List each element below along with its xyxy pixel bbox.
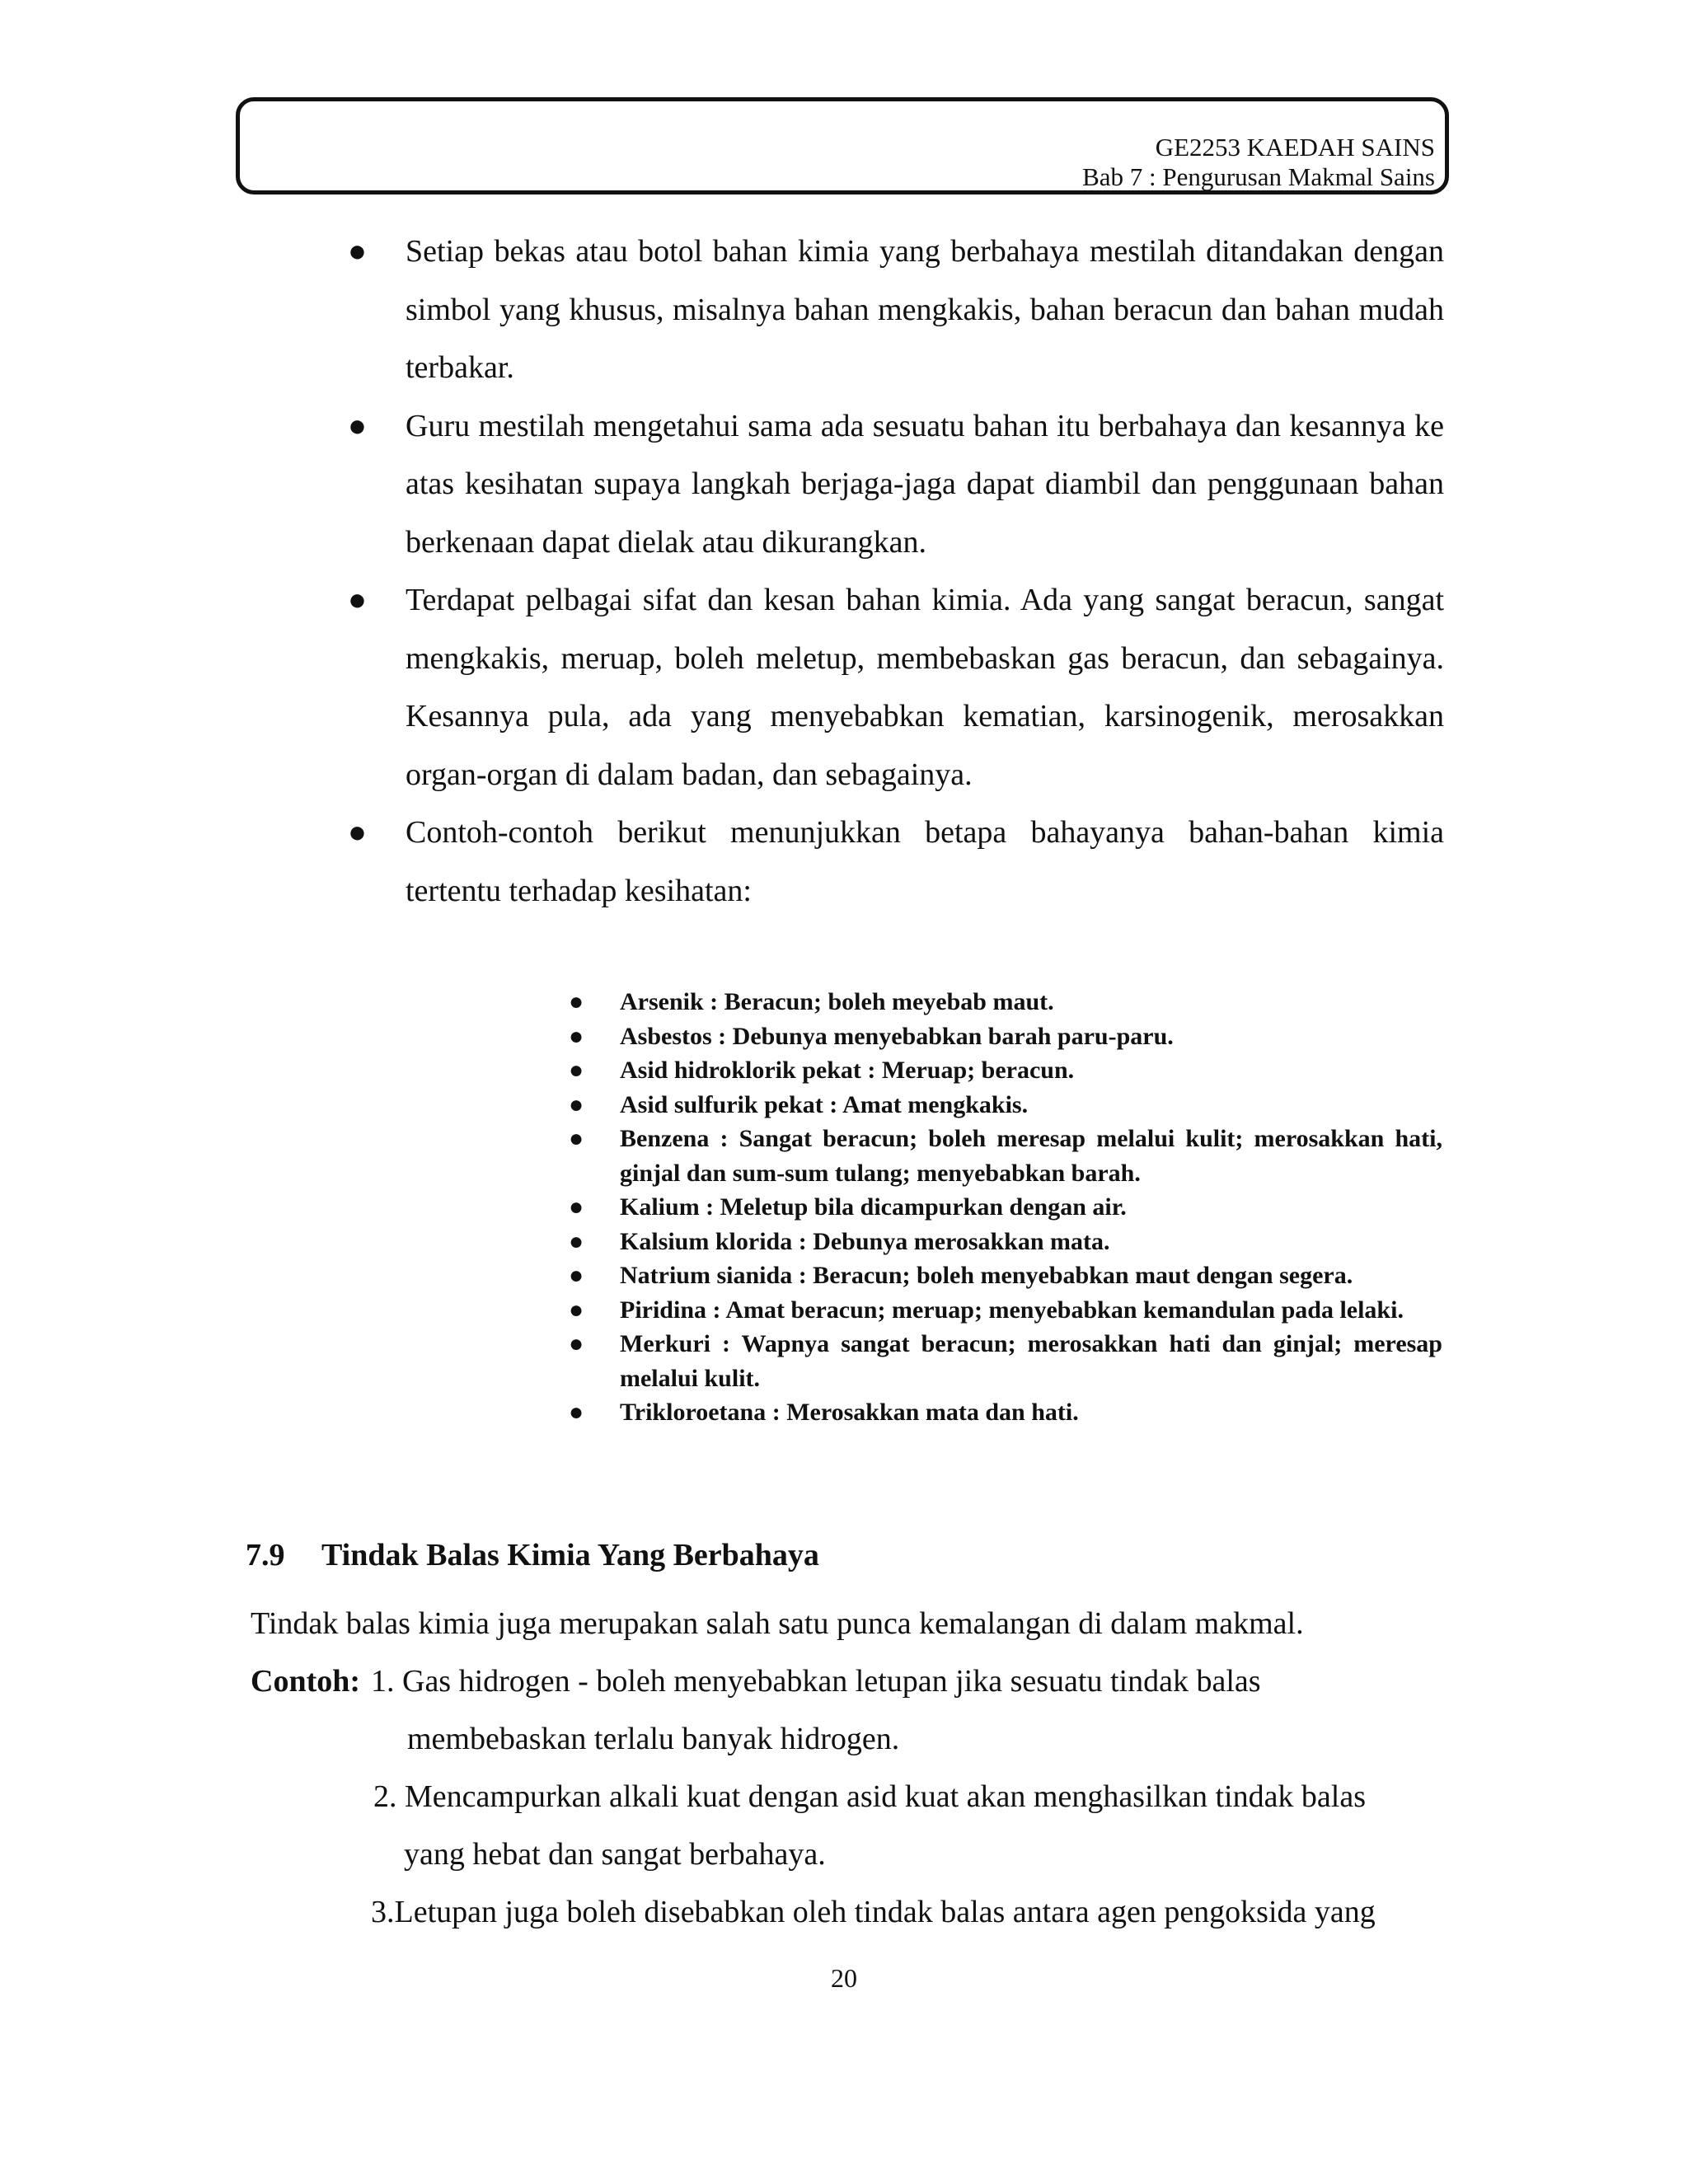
bullet-icon: ● [569, 1296, 584, 1324]
list-item [560, 985, 1442, 1019]
page-header [236, 97, 1449, 194]
list-item [348, 571, 1444, 804]
bullet-icon: ● [569, 1057, 584, 1084]
list-item [560, 1053, 1442, 1088]
list-item [560, 1019, 1442, 1054]
bullet-icon: ● [348, 815, 367, 850]
section-title: Tindak Balas Kimia Yang Berbahaya [321, 1538, 819, 1572]
header-course-code: GE2253 KAEDAH SAINS [1155, 133, 1435, 162]
section-intro: Tindak balas kimia juga merupakan salah satu punca kemalangan di dalam makmal. [251, 1606, 1304, 1641]
list-item [560, 1088, 1442, 1122]
list-item [560, 1293, 1442, 1328]
hazard-text: Asid hidroklorik pekat : Meruap; beracun. [620, 1057, 1075, 1084]
bullet-icon: ● [569, 1399, 584, 1426]
list-item [560, 1122, 1442, 1190]
bullet-text: Contoh-contoh berikut menunjukkan betapa bahayanya bahan-bahan kimia tertentu terhadap kesihatan: [406, 815, 1444, 908]
hazard-text: Piridina : Amat beracun; meruap; menyebabkan kemandulan pada lelaki. [620, 1296, 1404, 1324]
example-line: yang hebat dan sangat berbahaya. [404, 1837, 826, 1872]
hazardous-chemicals-list [560, 985, 1442, 1430]
list-item [348, 804, 1444, 920]
hazard-text: Benzena : Sangat beracun; boleh meresap melalui kulit; merosakkan hati, ginjal dan sum-sum tulang; menyebabkan barah. [620, 1125, 1442, 1187]
bullet-icon: ● [569, 1227, 584, 1255]
bullet-icon: ● [569, 988, 584, 1015]
section-number: 7.9 [246, 1538, 285, 1572]
list-item [348, 223, 1444, 397]
hazard-text: Kalsium klorida : Debunya merosakkan mata. [620, 1227, 1110, 1255]
list-item [560, 1225, 1442, 1259]
bullet-icon: ● [569, 1193, 584, 1221]
hazard-text: Asid sulfurik pekat : Amat mengkakis. [620, 1090, 1029, 1118]
page-number: 20 [831, 1963, 857, 1993]
list-item [560, 1395, 1442, 1430]
list-item [348, 397, 1444, 572]
list-item [560, 1258, 1442, 1293]
example-label: Contoh: [251, 1664, 361, 1699]
bullet-text: Setiap bekas atau botol bahan kimia yang berbahaya mestilah ditandakan dengan simbol yang khusus, misalnya bahan mengkakis, bahan beracun dan bahan mudah terbakar. [406, 234, 1444, 385]
bullet-text: Terdapat pelbagai sifat dan kesan bahan kimia. Ada yang sangat beracun, sangat mengkakis, meruap, boleh meletup, membebaskan gas beracun, dan sebagainya. Kesannya pula, ada yang menyebabkan kematian, karsinogenik, merosakkan organ-organ di dalam badan, dan sebagainya. [406, 583, 1444, 792]
list-item [560, 1190, 1442, 1225]
bullet-icon: ● [569, 1090, 584, 1118]
example-line: 2. Mencampurkan alkali kuat dengan asid kuat akan menghasilkan tindak balas [373, 1779, 1367, 1814]
bullet-icon: ● [569, 1125, 584, 1152]
example-line: 1. Gas hidrogen - boleh menyebabkan letupan jika sesuatu tindak balas [371, 1664, 1261, 1699]
bullet-icon: ● [569, 1330, 584, 1357]
hazard-text: Arsenik : Beracun; boleh meyebab maut. [620, 988, 1054, 1015]
bullet-icon: ● [348, 583, 367, 617]
example-line: membebaskan terlalu banyak hidrogen. [407, 1722, 900, 1756]
bullet-icon: ● [348, 408, 367, 443]
hazard-text: Trikloroetana : Merosakkan mata dan hati. [620, 1399, 1079, 1426]
bullet-text: Guru mestilah mengetahui sama ada sesuatu bahan itu berbahaya dan kesannya ke atas kesihatan supaya langkah berjaga-jaga dapat diambil dan penggunaan bahan berkenaan dapat dielak atau dikurangkan. [406, 408, 1444, 560]
main-bullet-list [348, 223, 1444, 920]
bullet-icon: ● [348, 234, 367, 269]
bullet-icon: ● [569, 1262, 584, 1289]
hazard-text: Asbestos : Debunya menyebabkan barah paru-paru. [620, 1022, 1174, 1050]
hazard-text: Kalium : Meletup bila dicampurkan dengan air. [620, 1193, 1127, 1221]
bullet-icon: ● [569, 1022, 584, 1050]
section-heading [246, 1535, 819, 1576]
hazard-text: Natrium sianida : Beracun; boleh menyebabkan maut dengan segera. [620, 1262, 1353, 1289]
hazard-text: Merkuri : Wapnya sangat beracun; merosakkan hati dan ginjal; meresap melalui kulit. [620, 1330, 1442, 1392]
header-chapter-title: Bab 7 : Pengurusan Makmal Sains [1082, 162, 1435, 191]
list-item [560, 1327, 1442, 1395]
example-line: 3.Letupan juga boleh disebabkan oleh tindak balas antara agen pengoksida yang [371, 1895, 1376, 1929]
